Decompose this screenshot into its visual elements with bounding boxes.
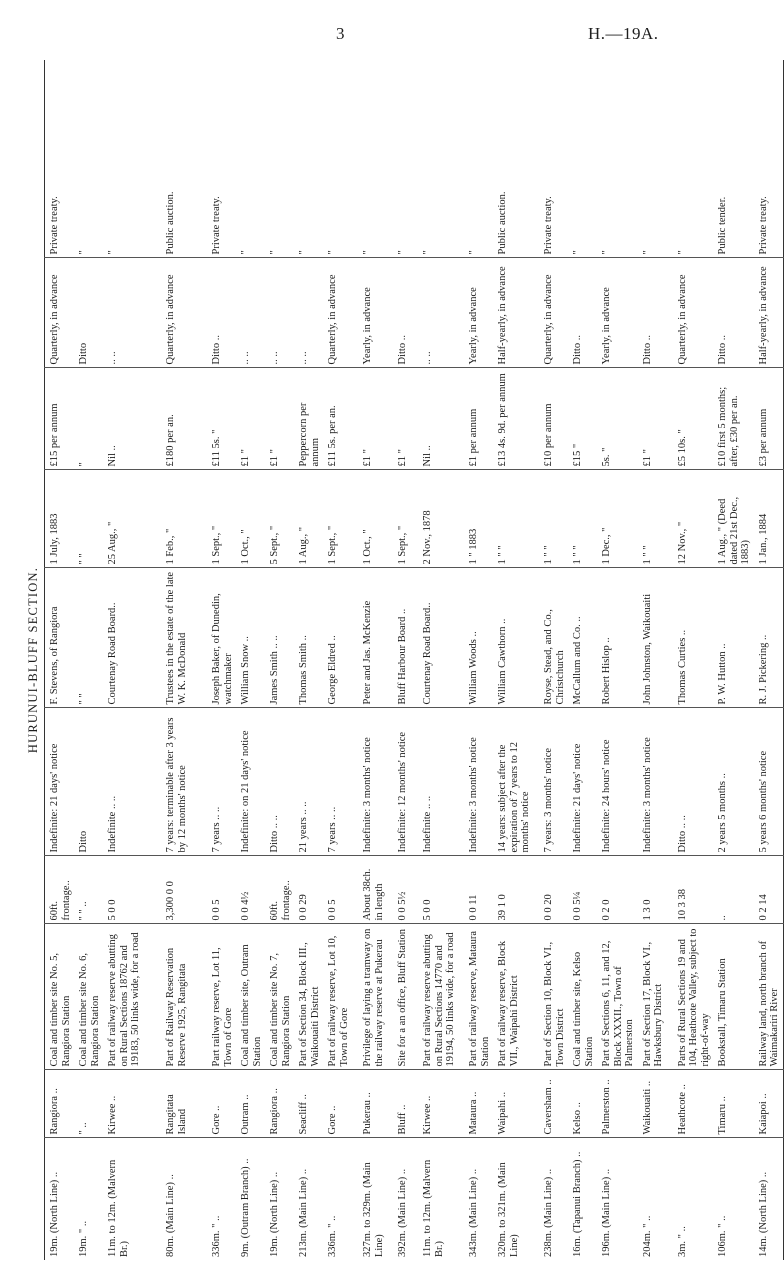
lessee-cell: George Eldred ..	[323, 568, 358, 708]
payment-cell: Yearly, in advance	[358, 258, 393, 368]
payment-cell: Yearly, in advance	[597, 258, 638, 368]
how-let-cell: "	[74, 60, 103, 258]
lease-table-body	[45, 60, 784, 1260]
station-cell: Kaiapoi ..	[754, 1070, 784, 1138]
station-cell: Palmerston ..	[597, 1070, 638, 1138]
commencing-cell: 25 Aug., "	[103, 470, 161, 568]
term-cell: Indefinite: 3 months' notice	[464, 708, 493, 856]
lessee-cell: Courtenay Road Board..	[418, 568, 464, 708]
station-cell: Waikouaiti ..	[638, 1070, 673, 1138]
payment-cell: .. ..	[236, 258, 265, 368]
rental-cell: £1 "	[265, 368, 294, 470]
rental-cell: £11 5s. "	[207, 368, 236, 470]
area-cell: 5 0 0	[103, 856, 161, 924]
how-let-cell: "	[236, 60, 265, 258]
description-cell: Bookstall, Timaru Station	[713, 924, 754, 1070]
term-cell: Indefinite: 3 months' notice	[358, 708, 393, 856]
commencing-cell: 1 Aug., " (Deed dated 21st Dec., 1883)	[713, 470, 754, 568]
table-row	[393, 60, 418, 1260]
mileage-cell: 3m. " ..	[676, 1226, 688, 1257]
description-cell: Part of Section 17, Block VI., Hawksbury District	[638, 924, 673, 1070]
commencing-cell: 1 Sept., "	[323, 470, 358, 568]
table-row	[539, 60, 568, 1260]
payment-cell: .. ..	[418, 258, 464, 368]
payment-cell: Ditto ..	[713, 258, 754, 368]
how-let-cell: "	[638, 60, 673, 258]
lessee-cell: Joseph Baker, of Dunedin, watchmaker	[207, 568, 236, 708]
payment-cell: Quarterly, in advance	[673, 258, 714, 368]
how-let-cell: "	[265, 60, 294, 258]
rental-cell: Nil ..	[418, 368, 464, 470]
station-cell: Kirwee ..	[418, 1070, 464, 1138]
area-cell: 0 0 5¼	[568, 856, 597, 924]
description-cell: Part of Sections 6, 11, and 12, Block XXXII., Town of Palmerston	[597, 924, 638, 1070]
rental-cell: £11 5s. per an.	[323, 368, 358, 470]
area-cell: 0 0 29	[294, 856, 323, 924]
commencing-cell: 1 Sept., "	[207, 470, 236, 568]
section-title: HURUNUI-BLUFF SECTION.	[26, 566, 40, 754]
how-let-cell: "	[103, 60, 161, 258]
lease-table	[44, 60, 784, 1260]
how-let-cell: "	[418, 60, 464, 258]
mileage-cell: 19m. (North Line) ..	[49, 1171, 60, 1257]
station-cell: Mataura ..	[464, 1070, 493, 1138]
how-let-cell: Public tender.	[713, 60, 754, 258]
description-cell: Parts of Rural Sections 19 and 104, Heathcote Valley, subject to right-of-way	[673, 924, 714, 1070]
table-row	[74, 60, 103, 1260]
station-cell: Kirwee ..	[103, 1070, 161, 1138]
mileage-cell: 80m. (Main Line) ..	[165, 1174, 176, 1257]
station-cell: Gore ..	[207, 1070, 236, 1138]
term-cell: 7 years: 3 months' notice	[539, 708, 568, 856]
description-cell: Part of Section 10, Block VI., Town District	[539, 924, 568, 1070]
rental-cell: "	[74, 368, 103, 470]
mileage-cell: 204m. " ..	[641, 1215, 653, 1257]
commencing-cell: 2 Nov., 1878	[418, 470, 464, 568]
lessee-cell: Peter and Jas. McKenzie	[358, 568, 393, 708]
description-cell: Coal and timber site, Kelso Station	[568, 924, 597, 1070]
table-row	[493, 60, 539, 1260]
area-cell: 3,300 0 0	[161, 856, 207, 924]
commencing-cell: 1 Jan., 1884	[754, 470, 784, 568]
table-row	[323, 60, 358, 1260]
description-cell: Site for a an office, Bluff Station	[393, 924, 418, 1070]
rental-cell: £10 first 5 months; after, £30 per an.	[713, 368, 754, 470]
table-row	[207, 60, 236, 1260]
station-cell: Timaru ..	[713, 1070, 754, 1138]
description-cell: Part of railway reserve abutting on Rural Sections 18762 and 19183, 50 links wide, for a road	[103, 924, 161, 1070]
lessee-cell: Bluff Harbour Board ..	[393, 568, 418, 708]
station-cell: Bluff ..	[393, 1070, 418, 1138]
area-cell: 0 0 5	[207, 856, 236, 924]
area-cell: ..	[713, 856, 754, 924]
station-cell: Rangiora ..	[265, 1070, 294, 1138]
area-cell: " " ..	[74, 856, 103, 924]
payment-cell: Quarterly, in advance	[323, 258, 358, 368]
term-cell: 7 years .. ..	[323, 708, 358, 856]
table-row	[236, 60, 265, 1260]
mileage-cell: 196m. (Main Line) ..	[601, 1168, 612, 1257]
commencing-cell: 1 Oct., "	[358, 470, 393, 568]
commencing-cell: 1 Oct., "	[236, 470, 265, 568]
mileage-cell: 336m. " ..	[211, 1215, 222, 1257]
rental-cell: £15 per annum	[45, 368, 75, 470]
term-cell: 14 years: subject after the expiration of 7 years to 12 months' notice	[493, 708, 539, 856]
term-cell: Indefinite: 12 months' notice	[393, 708, 418, 856]
payment-cell: Ditto ..	[568, 258, 597, 368]
area-cell: 60ft. frontage..	[45, 856, 75, 924]
mileage-cell: 320m. to 321m. (Main Line)	[497, 1162, 520, 1257]
table-row	[103, 60, 161, 1260]
how-let-cell: "	[673, 60, 714, 258]
payment-cell: Quarterly, in advance	[539, 258, 568, 368]
table-row	[568, 60, 597, 1260]
mileage-cell: 14m. (North Line) ..	[757, 1171, 769, 1257]
station-cell: Outram ..	[236, 1070, 265, 1138]
term-cell: Ditto .. ..	[673, 708, 714, 856]
commencing-cell: 5 Sept., "	[265, 470, 294, 568]
area-cell: 0 0 5	[323, 856, 358, 924]
lessee-cell: Thomas Curties ..	[673, 568, 714, 708]
lessee-cell: John Johnston, Waikouaiti	[638, 568, 673, 708]
commencing-cell: 1 " "	[493, 470, 539, 568]
term-cell: Indefinite: 21 days' notice	[568, 708, 597, 856]
station-cell: Gore ..	[323, 1070, 358, 1138]
payment-cell: Quarterly, in advance	[161, 258, 207, 368]
station-cell: Caversham ..	[539, 1070, 568, 1138]
area-cell: 10 3 38	[673, 856, 714, 924]
commencing-cell: 1 July, 1883	[45, 470, 75, 568]
lessee-cell: Trustees in the estate of the late W. K. McDonald	[161, 568, 207, 708]
payment-cell: Ditto	[74, 258, 103, 368]
lessee-cell: McCallum and Co. ..	[568, 568, 597, 708]
rental-cell: £1 "	[358, 368, 393, 470]
rotated-table-block	[26, 60, 780, 1260]
table-row	[638, 60, 673, 1260]
station-cell: Heathcote ..	[673, 1070, 714, 1138]
rental-cell: Nil ..	[103, 368, 161, 470]
term-cell: Indefinite: 24 hours' notice	[597, 708, 638, 856]
description-cell: Privilege of laying a tramway on the railway reserve at Pukerau	[358, 924, 393, 1070]
rental-cell: £1 "	[393, 368, 418, 470]
description-cell: Part of railway reserve, Mataura Station	[464, 924, 493, 1070]
page-number: 3	[336, 24, 345, 43]
description-cell: Part of railway reserve abutting on Rural Sections 14770 and 19194, 50 links wide, for a road	[418, 924, 464, 1070]
page-reference: H.—19A.	[588, 24, 659, 43]
commencing-cell: 1 Feb., "	[161, 470, 207, 568]
lessee-cell: R. J. Pickering ..	[754, 568, 784, 708]
lessee-cell: Royse, Stead, and Co., Christchurch	[539, 568, 568, 708]
payment-cell: Ditto ..	[393, 258, 418, 368]
mileage-cell: 19m. " ..	[78, 1220, 89, 1257]
mileage-cell: 213m. (Main Line) ..	[298, 1168, 309, 1257]
how-let-cell: "	[464, 60, 493, 258]
term-cell: Indefinite: on 21 days' notice	[236, 708, 265, 856]
lessee-cell: William Woods ..	[464, 568, 493, 708]
station-cell: " ..	[74, 1070, 103, 1138]
table-row	[265, 60, 294, 1260]
mileage-cell: 19m. (North Line) ..	[269, 1171, 280, 1257]
rental-cell: £5 10s. "	[673, 368, 714, 470]
table-row	[294, 60, 323, 1260]
table-row	[673, 60, 714, 1260]
table-row	[597, 60, 638, 1260]
description-cell: Part of Railway Reservation Reserve 1925, Rangitata	[161, 924, 207, 1070]
commencing-cell: 1 Sept., "	[393, 470, 418, 568]
description-cell: Coal and timber site No. 5, Rangiora Station	[45, 924, 75, 1070]
how-let-cell: Private treaty.	[207, 60, 236, 258]
term-cell: Indefinite: 3 months' notice	[638, 708, 673, 856]
table-row	[418, 60, 464, 1260]
lessee-cell: P. W. Hutton ..	[713, 568, 754, 708]
description-cell: Part of Section 34, Block III., Waikouaiti District	[294, 924, 323, 1070]
how-let-cell: Public auction.	[493, 60, 539, 258]
rental-cell: £15 "	[568, 368, 597, 470]
rental-cell: £3 per annum	[754, 368, 784, 470]
commencing-cell: 1 Aug., "	[294, 470, 323, 568]
rental-cell: £1 "	[638, 368, 673, 470]
mileage-cell: 238m. (Main Line) ..	[543, 1168, 554, 1257]
commencing-cell: 1 " 1883	[464, 470, 493, 568]
mileage-cell: 343m. (Main Line) ..	[468, 1168, 479, 1257]
table-row	[464, 60, 493, 1260]
rental-cell: 5s. "	[597, 368, 638, 470]
description-cell: Coal and timber site, Outram Station	[236, 924, 265, 1070]
table-row	[713, 60, 754, 1260]
term-cell: Indefinite: 21 days' notice	[45, 708, 75, 856]
how-let-cell: Private treaty.	[45, 60, 75, 258]
payment-cell: .. ..	[103, 258, 161, 368]
area-cell: About 38ch. in length	[358, 856, 393, 924]
area-cell: 0 0 11	[464, 856, 493, 924]
commencing-cell: " "	[74, 470, 103, 568]
mileage-cell: 106m. " ..	[717, 1215, 728, 1257]
payment-cell: Yearly, in advance	[464, 258, 493, 368]
mileage-cell: 11m. to 12m. (Malvern Br.)	[107, 1159, 130, 1257]
description-cell: Coal and timber site No. 6, Rangiora Station	[74, 924, 103, 1070]
how-let-cell: "	[393, 60, 418, 258]
payment-cell: .. ..	[294, 258, 323, 368]
description-cell: Part of railway reserve, Block VII., Waipahi District	[493, 924, 539, 1070]
mileage-cell: 327m. to 329m. (Main Line)	[362, 1162, 385, 1257]
term-cell: 2 years 5 months ..	[713, 708, 754, 856]
term-cell: 7 years .. ..	[207, 708, 236, 856]
how-let-cell: "	[323, 60, 358, 258]
lessee-cell: William Snow ..	[236, 568, 265, 708]
table-row	[754, 60, 784, 1260]
lessee-cell: James Smith .. ..	[265, 568, 294, 708]
lessee-cell: " "	[74, 568, 103, 708]
area-cell: 60ft. frontage..	[265, 856, 294, 924]
commencing-cell: 1 " "	[539, 470, 568, 568]
commencing-cell: 1 Dec., "	[597, 470, 638, 568]
rental-cell: £180 per an.	[161, 368, 207, 470]
station-cell: Rangiora ..	[45, 1070, 75, 1138]
term-cell: Indefinite .. ..	[103, 708, 161, 856]
station-cell: Seacliff ..	[294, 1070, 323, 1138]
station-cell: Kelso ..	[568, 1070, 597, 1138]
term-cell: Indefinite .. ..	[418, 708, 464, 856]
table-row	[45, 60, 75, 1260]
description-cell: Part railway reserve, Lot 11, Town of Gore	[207, 924, 236, 1070]
rental-cell: £1 "	[236, 368, 265, 470]
commencing-cell: 1 " "	[568, 470, 597, 568]
area-cell: 0 2 14	[754, 856, 784, 924]
lessee-cell: William Cawthorn ..	[493, 568, 539, 708]
rental-cell: Peppercorn per annum	[294, 368, 323, 470]
table-row	[358, 60, 393, 1260]
area-cell: 0 0 20	[539, 856, 568, 924]
commencing-cell: 1 " "	[638, 470, 673, 568]
payment-cell: Half-yearly, in advance	[493, 258, 539, 368]
area-cell: 0 0 4½	[236, 856, 265, 924]
mileage-cell: 11m. to 12m. (Malvern Br.)	[422, 1159, 445, 1257]
lessee-cell: Courtenay Road Board..	[103, 568, 161, 708]
term-cell: 5 years 6 months' notice	[754, 708, 784, 856]
rental-cell: £10 per annum	[539, 368, 568, 470]
description-cell: Part of railway reserve, Lot 10, Town of Gore	[323, 924, 358, 1070]
mileage-cell: 392m. (Main Line) ..	[397, 1168, 408, 1257]
payment-cell: .. ..	[265, 258, 294, 368]
lessee-cell: Thomas Smith ..	[294, 568, 323, 708]
area-cell: 5 0 0	[418, 856, 464, 924]
area-cell: 1 3 0	[638, 856, 673, 924]
lessee-cell: Robert Hislop ..	[597, 568, 638, 708]
mileage-cell: 336m. " ..	[327, 1215, 338, 1257]
payment-cell: Half-yearly, in advance	[754, 258, 784, 368]
area-cell: 0 0 5½	[393, 856, 418, 924]
mileage-cell: 9m. (Outram Branch) ..	[240, 1158, 251, 1257]
how-let-cell: Private treaty.	[539, 60, 568, 258]
station-cell: Rangitata Island	[161, 1070, 207, 1138]
how-let-cell: "	[597, 60, 638, 258]
mileage-cell: 16m. (Tapanui Branch) ..	[572, 1151, 583, 1257]
payment-cell: Ditto ..	[638, 258, 673, 368]
lessee-cell: F. Stevens, of Rangiora	[45, 568, 75, 708]
how-let-cell: Private treaty.	[754, 60, 784, 258]
area-cell: 0 2 0	[597, 856, 638, 924]
rental-cell: £13 4s. 9d. per annum	[493, 368, 539, 470]
term-cell: Ditto .. ..	[265, 708, 294, 856]
commencing-cell: 12 Nov., "	[673, 470, 714, 568]
rental-cell: £1 per annum	[464, 368, 493, 470]
station-cell: Waipahi ..	[493, 1070, 539, 1138]
description-cell: Coal and timber site No. 7, Rangiora Station	[265, 924, 294, 1070]
term-cell: 7 years: terminable after 3 years by 12 months' notice	[161, 708, 207, 856]
how-let-cell: "	[568, 60, 597, 258]
description-cell: Railway land, north branch of Waimakariri River	[754, 924, 784, 1070]
payment-cell: Ditto ..	[207, 258, 236, 368]
area-cell: 39 1 0	[493, 856, 539, 924]
how-let-cell: Public auction.	[161, 60, 207, 258]
term-cell: Ditto	[74, 708, 103, 856]
station-cell: Pukerau ..	[358, 1070, 393, 1138]
how-let-cell: "	[358, 60, 393, 258]
table-row	[161, 60, 207, 1260]
how-let-cell: "	[294, 60, 323, 258]
payment-cell: Quarterly, in advance	[45, 258, 75, 368]
term-cell: 21 years .. ..	[294, 708, 323, 856]
